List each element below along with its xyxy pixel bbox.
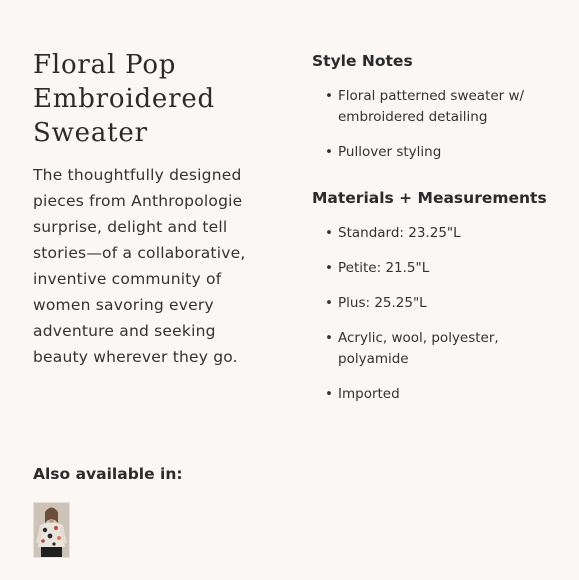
list-item [312,384,562,405]
model-thumbnail-image [34,503,69,557]
product-title [33,48,248,150]
style-notes-section [312,50,562,163]
bullet: • [325,225,333,241]
materials-title: Materials + Measurements [312,189,547,207]
bullet: • [325,295,333,311]
list-item-text: Imported [338,386,400,402]
product-title-line: Embroidered [33,84,215,114]
product-info [33,48,248,370]
bullet: • [325,88,333,104]
list-item [312,258,562,279]
alternate-color-swatch[interactable] [33,502,70,558]
list-item-text: Standard: 23.25"L [338,225,461,241]
list-item [312,142,562,163]
also-available-label: Also available in: [33,465,183,483]
product-title-line: Sweater [33,118,148,148]
bullet: • [325,386,333,402]
bullet: • [325,330,333,346]
list-item-text: Petite: 21.5"L [338,260,430,276]
list-item [312,223,562,244]
list-item-text: Plus: 25.25"L [338,295,427,311]
list-item-text: Acrylic, wool, polyester, polyamide [338,330,499,367]
bullet: • [325,260,333,276]
style-notes-list [312,86,562,163]
product-details [312,50,562,419]
product-description: The thoughtfully designed pieces from Anthropologie surprise, delight and tell stories—of a collaborative, inventive community of women savoring every adventure and seeking beauty wherever they go. [33,166,246,366]
product-title-line: Floral Pop [33,50,177,80]
list-item-text: Floral patterned sweater w/ embroidered detailing [338,88,525,125]
materials-list [312,223,562,405]
list-item-text: Pullover styling [338,144,442,160]
list-item [312,328,562,370]
style-notes-title: Style Notes [312,52,413,70]
bullet: • [325,144,333,160]
materials-section [312,187,562,405]
list-item [312,293,562,314]
list-item [312,86,562,128]
